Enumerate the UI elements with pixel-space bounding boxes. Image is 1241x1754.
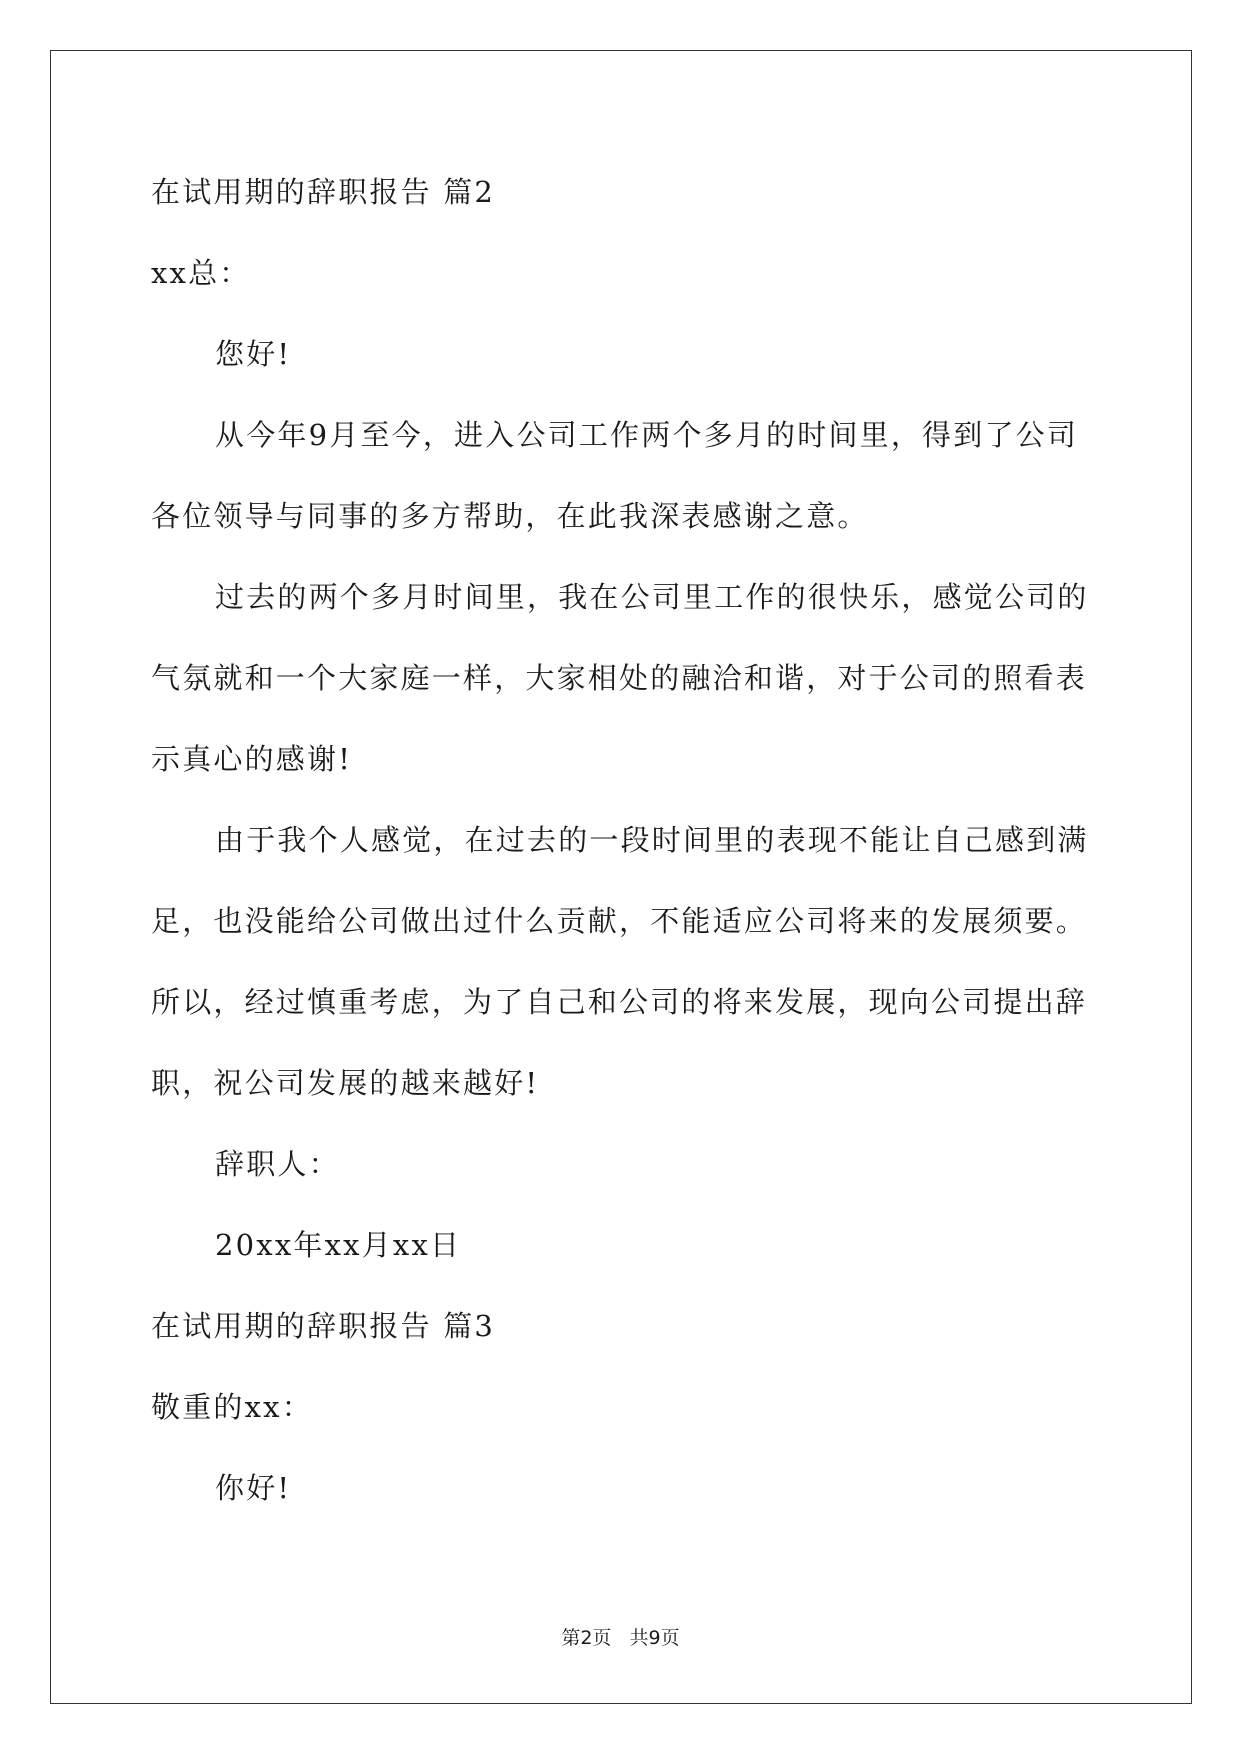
section-title-3: 在试用期的辞职报告 篇3 — [151, 1309, 496, 1343]
date-line: 20xx年xx月xx日 — [215, 1228, 462, 1262]
page-frame — [50, 50, 1192, 1704]
paragraph-line: 足，也没能给公司做出过什么贡献，不能适应公司将来的发展须要。 — [151, 904, 1088, 938]
signature-label: 辞职人： — [215, 1147, 340, 1181]
paragraph-line: 示真心的感谢! — [151, 742, 353, 776]
page-number-footer: 第2页 共9页 — [561, 1627, 680, 1649]
paragraph-line: 由于我个人感觉，在过去的一段时间里的表现不能让自己感到满 — [215, 823, 1089, 857]
paragraph-line: 过去的两个多月时间里，我在公司里工作的很快乐，感觉公司的 — [215, 580, 1089, 614]
salutation: 敬重的xx： — [151, 1390, 313, 1424]
paragraph-line: 职，祝公司发展的越来越好! — [151, 1066, 540, 1100]
greeting: 您好! — [215, 337, 292, 371]
greeting: 你好! — [215, 1471, 292, 1505]
salutation: xx总： — [151, 256, 251, 290]
section-title-2: 在试用期的辞职报告 篇2 — [151, 175, 496, 209]
paragraph-line: 各位领导与同事的多方帮助，在此我深表感谢之意。 — [151, 499, 869, 533]
paragraph-line: 气氛就和一个大家庭一样，大家相处的融洽和谐，对于公司的照看表 — [151, 661, 1088, 695]
paragraph-line: 所以，经过慎重考虑，为了自己和公司的将来发展，现向公司提出辞 — [151, 985, 1088, 1019]
paragraph-line: 从今年9月至今，进入公司工作两个多月的时间里，得到了公司 — [215, 418, 1079, 452]
